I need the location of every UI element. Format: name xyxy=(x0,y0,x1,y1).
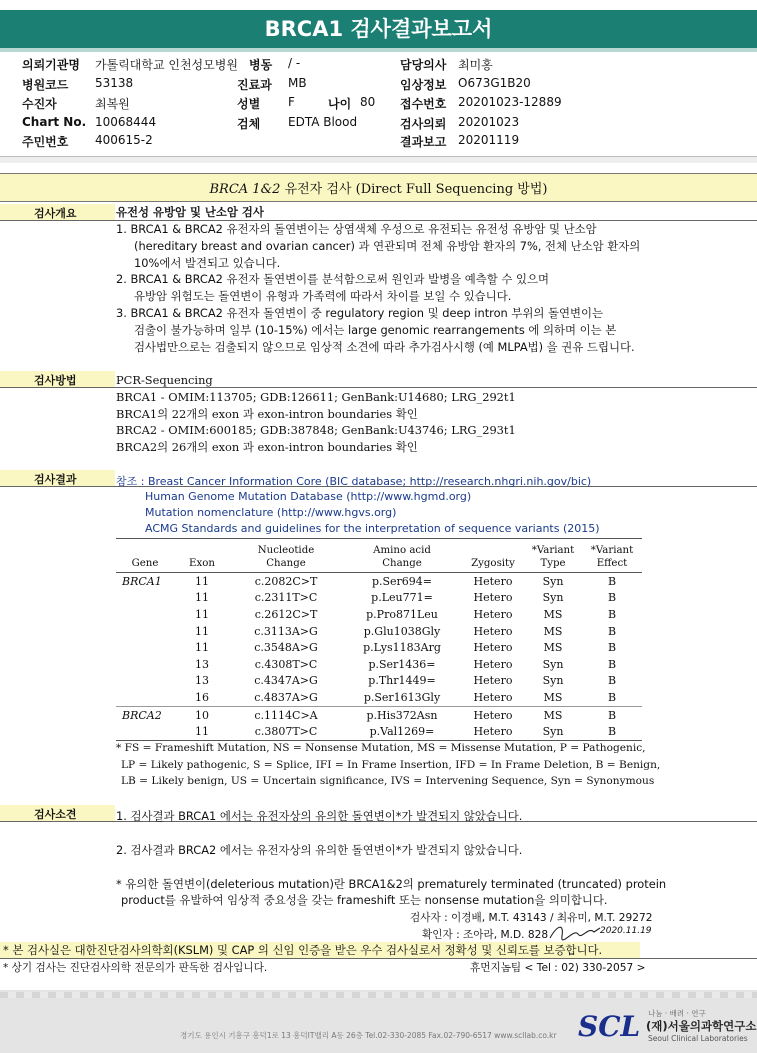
receipt-no-label: 접수번호 xyxy=(400,97,447,111)
test-title-rest: 유전자 검사 (Direct Full Sequencing 방법) xyxy=(280,182,548,197)
exon-cell: 16 xyxy=(195,690,209,704)
legend-line: * FS = Frameshift Mutation, NS = Nonsense Mutation, MS = Missense Mutation, P = Pathogenic, xyxy=(116,742,646,754)
exon-cell: 13 xyxy=(195,657,209,671)
gene-cell xyxy=(116,673,174,690)
resident-no-value: 400615-2 xyxy=(95,133,153,147)
gene-cell xyxy=(116,639,174,656)
col-gene: Gene xyxy=(131,558,159,569)
nucleotide-cell: c.3548A>G xyxy=(254,641,318,655)
zygosity-cell: Hetero xyxy=(473,641,513,655)
exon-cell: 11 xyxy=(195,624,209,638)
nucleotide-cell: c.4308T>C xyxy=(254,657,318,671)
amino-acid-cell: p.Leu771= xyxy=(371,591,433,605)
gene-cell: BRCA2 xyxy=(122,708,162,722)
variant-type-cell: Syn xyxy=(542,591,564,605)
overview-line: 2. BRCA1 & BRCA2 유전자 돌연변이를 분석함으로써 원인과 발병을 예측할 수 있으며 xyxy=(116,272,549,287)
table-row xyxy=(116,723,642,740)
exon-cell: 11 xyxy=(195,591,209,605)
zygosity-cell: Hetero xyxy=(473,725,513,739)
institution-label: 의뢰기관명 xyxy=(22,58,80,72)
table-row xyxy=(116,639,642,656)
certification-row xyxy=(0,942,757,958)
footer xyxy=(0,990,757,1053)
amino-acid-cell: p.Lys1183Arg xyxy=(363,641,441,655)
variant-table-body xyxy=(116,573,642,741)
variant-effect-cell: B xyxy=(607,624,617,638)
bottom-rule xyxy=(0,958,757,959)
signature-date: 2020.11.19 xyxy=(600,926,652,936)
nucleotide-cell: c.3113A>G xyxy=(254,624,318,638)
ref-hgvs: Mutation nomenclature (http://www.hgvs.org) xyxy=(145,506,397,519)
zygosity-cell: Hetero xyxy=(473,624,513,638)
gene-cell xyxy=(116,656,174,673)
variant-effect-cell: B xyxy=(607,708,617,722)
team-contact: 휴먼지놈팀 < Tel : 02) 330-2057 > xyxy=(470,962,646,974)
amino-acid-cell: p.Ser1613Gly xyxy=(363,690,441,704)
certification-note: * 본 검사실은 대한진단검사의학회(KSLM) 및 CAP 의 신임 인증을 받은 우수 검사실로서 정확성 및 신뢰도를 보증합니다. xyxy=(3,943,603,957)
amino-acid-cell: p.Glu1038Gly xyxy=(363,624,441,638)
variant-type-cell: Syn xyxy=(542,657,564,671)
institution-value: 가톨릭대학교 인천성모병원 xyxy=(95,58,238,72)
zygosity-cell: Hetero xyxy=(473,708,513,722)
overview-line: 검사법만으로는 검출되지 않으므로 임상적 소견에 따라 추가검사시행 (예 MLPA법) 을 권유 드립니다. xyxy=(134,339,635,354)
variant-type-cell: MS xyxy=(543,607,563,621)
variant-effect-cell: B xyxy=(607,574,617,588)
variant-effect-cell: B xyxy=(607,641,617,655)
variant-effect-cell: B xyxy=(607,674,617,688)
ref-bic: 참조 : Breast Cancer Information Core (BIC database; http://research.nhgri.nih.gov/bic) xyxy=(116,475,592,488)
table-row xyxy=(116,590,642,607)
examiner: 검사자 : 이경배, M.T. 43143 / 최유미, M.T. 29272 xyxy=(410,912,653,924)
variant-type-cell: MS xyxy=(543,708,563,722)
nucleotide-cell: c.4837A>G xyxy=(254,690,318,704)
exon-cell: 11 xyxy=(195,607,209,621)
header-divider xyxy=(0,156,757,163)
col-variant-type: *Variant Type xyxy=(531,545,575,569)
resident-no-label: 주민번호 xyxy=(22,135,69,149)
examinee-label: 수진자 xyxy=(22,97,57,111)
table-header-row xyxy=(116,539,642,573)
method-line: BRCA1 - OMIM:113705; GDB:126611; GenBank:U14680; LRG_292t1 xyxy=(116,389,516,404)
amino-acid-cell: p.Val1269= xyxy=(369,725,435,739)
results-label: 검사결과 xyxy=(34,473,77,486)
examinee-value: 최복원 xyxy=(95,97,130,111)
overview-heading: 유전성 유방암 및 난소암 검사 xyxy=(116,205,264,219)
exon-cell: 13 xyxy=(195,674,209,688)
table-row xyxy=(116,606,642,623)
zygosity-cell: Hetero xyxy=(473,690,513,704)
footer-org-en: Seoul Clinical Laboratories xyxy=(648,1034,748,1043)
receipt-no-value: 20201023-12889 xyxy=(458,95,562,109)
department-label: 진료과 xyxy=(237,78,272,92)
zygosity-cell: Hetero xyxy=(473,674,513,688)
variant-effect-cell: B xyxy=(607,607,617,621)
zygosity-cell: Hetero xyxy=(473,574,513,588)
clinical-info-label: 임상정보 xyxy=(400,78,447,92)
judgment-note: * 상기 검사는 진단검사의학 전문의가 판독한 검사입니다. xyxy=(3,962,268,974)
overview-line: 3. BRCA1 & BRCA2 유전자 돌연변이 중 regulatory region 및 deep intron 부위의 돌연변이는 xyxy=(116,305,604,320)
amino-acid-cell: p.Thr1449= xyxy=(368,674,436,688)
method-line: BRCA2의 26개의 exon 과 exon-intron boundaries 확인 xyxy=(116,440,418,455)
method-label: 검사방법 xyxy=(34,374,77,387)
table-row xyxy=(116,706,642,723)
nucleotide-cell: c.4347A>G xyxy=(254,674,318,688)
nucleotide-cell: c.1114C>A xyxy=(254,708,318,722)
footer-address: 경기도 용인시 기흥구 흥덕1로 13 흥덕IT밸리 A동 26층 Tel.02-330-2085 Fax.02-790-6517 www.scllab.co.kr xyxy=(180,1031,557,1040)
specimen-label: 검체 xyxy=(237,117,261,131)
col-exon: Exon xyxy=(189,558,215,569)
method-text xyxy=(116,372,516,456)
zygosity-cell: Hetero xyxy=(473,607,513,621)
overview-line: 검출이 불가능하며 일부 (10-15%) 에서는 large genomic rearrangements 에 의하며 이는 본 xyxy=(134,322,617,337)
exon-cell: 11 xyxy=(195,725,209,739)
sex-value: F xyxy=(288,95,295,109)
col-variant-effect: *Variant Effect xyxy=(590,545,634,569)
gene-cell: BRCA1 xyxy=(122,574,162,588)
variant-type-cell: MS xyxy=(543,624,563,638)
request-date-label: 검사의뢰 xyxy=(400,117,447,131)
variant-type-cell: Syn xyxy=(542,725,564,739)
nucleotide-cell: c.2311T>C xyxy=(254,591,318,605)
gene-cell xyxy=(116,723,174,740)
method-line: PCR-Sequencing xyxy=(116,373,213,387)
ward-label: 병동 xyxy=(249,58,273,72)
scl-logo: SCL xyxy=(578,1010,641,1043)
nucleotide-cell: c.2612C>T xyxy=(254,607,318,621)
table-row xyxy=(116,623,642,640)
report-date-label: 결과보고 xyxy=(400,135,447,149)
col-nucleotide: Nucleotide Change xyxy=(257,545,315,569)
overview-line: 10%에서 발견되고 있습니다. xyxy=(134,255,281,270)
finding-note-1: * 유의한 돌연변이(deleterious mutation)란 BRCA1&2의 prematurely terminated (truncated) protein xyxy=(116,877,667,891)
zygosity-cell: Hetero xyxy=(473,591,513,605)
amino-acid-cell: p.Ser694= xyxy=(371,574,433,588)
footer-org-kr: (재)서울의과학연구소 xyxy=(646,1019,757,1033)
variant-legend xyxy=(116,740,660,790)
amino-acid-cell: p.Pro871Leu xyxy=(366,607,438,621)
table-row xyxy=(116,673,642,690)
variant-type-cell: Syn xyxy=(542,574,564,588)
exon-cell: 11 xyxy=(195,641,209,655)
overview-line: (hereditary breast and ovarian cancer) 과 연관되며 전체 유방암 환자의 7%, 전체 난소암 환자의 xyxy=(134,238,641,253)
department-value: MB xyxy=(288,76,307,90)
doctor-label: 담당의사 xyxy=(400,58,447,72)
variant-table-wrap xyxy=(116,538,642,741)
variant-type-cell: MS xyxy=(543,641,563,655)
test-title-gene: BRCA 1&2 xyxy=(209,182,281,197)
nucleotide-cell: c.2082C>T xyxy=(254,574,318,588)
finding-brca2: 2. 검사결과 BRCA2 에서는 유전자상의 유의한 돌연변이*가 발견되지 않았습니다. xyxy=(116,843,523,857)
hospital-code-label: 병원코드 xyxy=(22,78,69,92)
variant-effect-cell: B xyxy=(607,591,617,605)
age-label: 나이 xyxy=(328,97,352,111)
table-row xyxy=(116,573,642,590)
overview-text xyxy=(116,221,640,355)
overview-line: 유방암 위험도는 돌연변이 유형과 가족력에 따라서 차이를 보일 수 있습니다. xyxy=(134,289,512,304)
method-line: BRCA2 - OMIM:600185; GDB:387848; GenBank:U43746; LRG_293t1 xyxy=(116,423,516,438)
findings-label: 검사소견 xyxy=(34,808,77,821)
overview-line: 1. BRCA1 & BRCA2 유전자의 돌연변이는 상염색체 우성으로 유전되는 유전성 유방암 및 난소암 xyxy=(116,222,597,236)
variant-table xyxy=(116,538,642,741)
variant-type-cell: MS xyxy=(543,690,563,704)
gene-cell xyxy=(116,623,174,640)
clinical-info-value: O673G1B20 xyxy=(458,76,531,90)
variant-effect-cell: B xyxy=(607,725,617,739)
zygosity-cell: Hetero xyxy=(473,657,513,671)
exon-cell: 10 xyxy=(195,708,209,722)
specimen-value: EDTA Blood xyxy=(288,115,358,129)
report-title: BRCA1 검사결과보고서 xyxy=(0,10,757,48)
sex-label: 성별 xyxy=(237,97,261,111)
confirmer: 확인자 : 조아라, M.D. 828 xyxy=(422,929,549,941)
nucleotide-cell: c.3807T>C xyxy=(254,725,318,739)
exon-cell: 11 xyxy=(195,574,209,588)
patient-header xyxy=(0,52,757,152)
doctor-value: 최미홍 xyxy=(458,58,493,72)
gene-cell xyxy=(116,689,174,706)
test-title xyxy=(0,178,757,197)
overview-label: 검사개요 xyxy=(34,207,77,220)
age-value: 80 xyxy=(360,95,376,109)
amino-acid-cell: p.Ser1436= xyxy=(368,657,436,671)
footer-pattern xyxy=(0,992,757,998)
gene-cell xyxy=(116,590,174,607)
report-date-value: 20201119 xyxy=(458,133,520,147)
footer-tagline: 나눔 · 배려 · 연구 xyxy=(648,1009,706,1018)
col-zygosity: Zygosity xyxy=(471,558,515,569)
table-row xyxy=(116,689,642,706)
ref-hgmd: Human Genome Mutation Database (http://www.hgmd.org) xyxy=(145,490,472,503)
legend-line: LB = Likely benign, US = Uncertain significance, IVS = Intervening Sequence, Syn = Synonymous xyxy=(121,775,655,787)
ref-acmg: ACMG Standards and guidelines for the interpretation of sequence variants (2015) xyxy=(145,522,600,535)
variant-effect-cell: B xyxy=(607,690,617,704)
variant-type-cell: Syn xyxy=(542,674,564,688)
col-amino-acid: Amino acid Change xyxy=(373,545,431,569)
request-date-value: 20201023 xyxy=(458,115,520,129)
table-row xyxy=(116,656,642,673)
amino-acid-cell: p.His372Asn xyxy=(366,708,438,722)
method-line: BRCA1의 22개의 exon 과 exon-intron boundaries 확인 xyxy=(116,406,418,421)
legend-line: LP = Likely pathogenic, S = Splice, IFI = In Frame Insertion, IFD = In Frame Deletion, B = Benign, xyxy=(121,758,661,771)
finding-brca1: 1. 검사결과 BRCA1 에서는 유전자상의 유의한 돌연변이*가 발견되지 않았습니다. xyxy=(116,809,523,823)
variant-effect-cell: B xyxy=(607,657,617,671)
gene-cell xyxy=(116,606,174,623)
ward-value: / - xyxy=(288,56,301,70)
finding-note-2: product를 유발하여 임상적 중요성을 갖는 frameshift 또는 nonsense mutation을 의미합니다. xyxy=(121,893,608,907)
hospital-code-value: 53138 xyxy=(95,76,134,90)
chart-no-label: Chart No. xyxy=(22,115,87,129)
chart-no-value: 10068444 xyxy=(95,115,157,129)
